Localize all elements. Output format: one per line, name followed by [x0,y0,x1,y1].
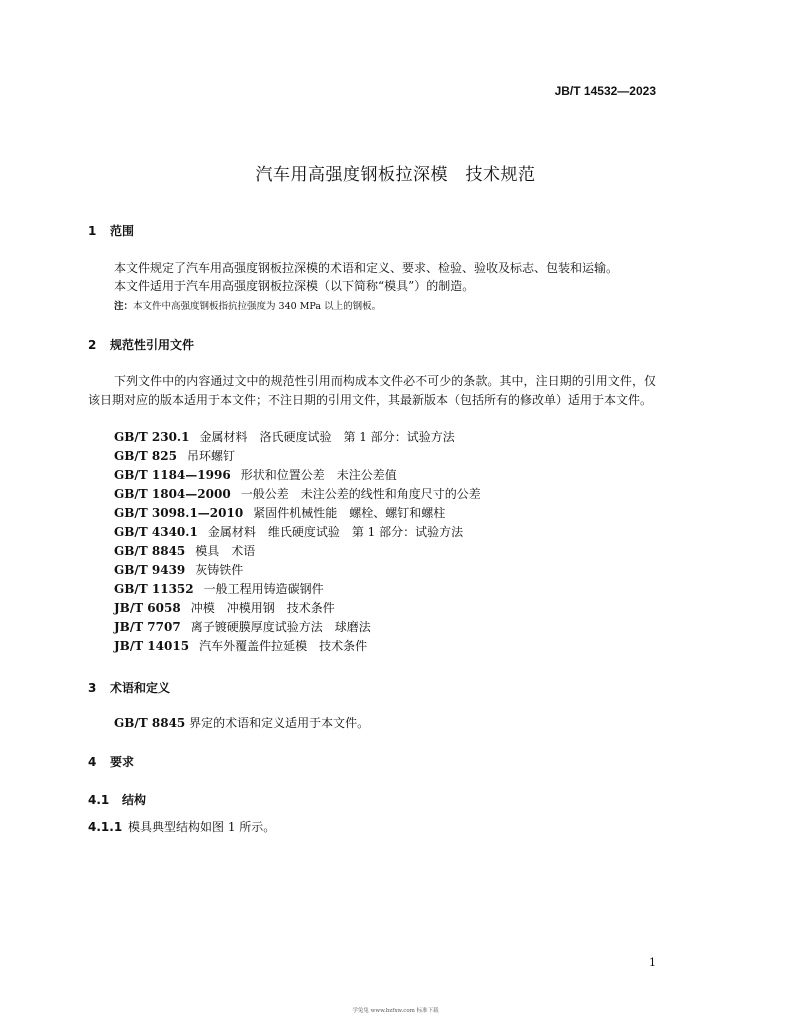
reference-item [114,447,235,464]
section-title: 规范性引用文件 [110,338,195,352]
document-title: 汽车用高强度钢板拉深模 技术规范 [255,165,536,185]
reference-item [114,618,371,635]
section-3-heading [88,679,170,696]
note-text: 本文件中高强度钢板指抗拉强度为 340 MPa 以上的钢板。 [133,301,382,312]
reference-title: 形状和位置公差 未注公差值 [240,468,397,482]
reference-title: 冲模 冲模用钢 技术条件 [190,601,335,615]
terms-paragraph [114,714,369,733]
reference-item [114,523,463,540]
reference-code: GB/T 1184—1996 [114,468,231,482]
section-title: 术语和定义 [110,681,171,695]
terms-text: 界定的术语和定义适用于本文件。 [185,716,370,730]
section-2-heading [88,336,194,353]
reference-code: GB/T 8845 [114,544,186,558]
reference-title: 汽车外覆盖件拉延模 技术条件 [199,639,368,653]
reference-item [114,542,255,559]
reference-title: 紧固件机械性能 螺栓、螺钉和螺柱 [253,506,446,520]
reference-code: GB/T 825 [114,449,177,463]
reference-title: 灰铸铁件 [195,563,244,577]
note-label: 注： [114,301,134,312]
reference-code: JB/T 7707 [114,620,181,634]
scope-note [114,298,381,312]
reference-item [114,637,367,654]
reference-code: GB/T 3098.1—2010 [114,506,244,520]
reference-item [114,428,455,445]
section-number: 3 [88,681,97,695]
terms-reference-code: GB/T 8845 [114,716,186,730]
reference-title: 金属材料 维氏硬度试验 第 1 部分：试验方法 [207,525,464,539]
reference-item [114,580,324,597]
reference-item [114,504,445,521]
reference-item [114,561,243,578]
section-title: 要求 [110,755,135,769]
reference-item [114,599,335,616]
reference-code: JB/T 6058 [114,601,181,615]
scope-paragraph-1: 本文件规定了汽车用高强度钢板拉深模的术语和定义、要求、检验、验收及标志、包装和运输。 [114,261,619,275]
section-number: 1 [88,224,97,238]
reference-item [114,466,397,483]
reference-title: 一般工程用铸造碳钢件 [203,582,324,596]
clause-text: 模具典型结构如图 1 所示。 [128,820,276,834]
section-number: 2 [88,338,97,352]
reference-title: 离子镀硬膜厚度试验方法 球磨法 [190,620,371,634]
reference-code: GB/T 4340.1 [114,525,198,539]
reference-code: GB/T 230.1 [114,430,190,444]
footer-watermark: 学兔兔 www.bzfxw.com 标准下载 [352,1008,439,1014]
normative-references-intro: 下列文件中的内容通过文中的规范性引用而构成本文件必不可少的条款。其中，注日期的引用文件，仅该日期对应的版本适用于本文件；不注日期的引用文件，其最新版本（包括所有的修改单）适用于本文件。 [88,374,656,407]
reference-title: 金属材料 洛氏硬度试验 第 1 部分：试验方法 [199,430,455,444]
subsection-4-1-heading [88,791,146,808]
section-number: 4 [88,755,97,769]
clause-4-1-1 [88,818,275,837]
page-number: 1 [649,956,656,969]
reference-item [114,485,481,502]
reference-code: GB/T 11352 [114,582,194,596]
subsection-title: 结构 [122,793,147,807]
reference-code: GB/T 9439 [114,563,186,577]
reference-title: 一般公差 未注公差的线性和角度尺寸的公差 [240,487,481,501]
reference-code: JB/T 14015 [114,639,190,653]
reference-title: 模具 术语 [195,544,256,558]
scope-paragraph-2: 本文件适用于汽车用高强度钢板拉深模（以下简称“模具”）的制造。 [114,279,475,293]
section-4-heading [88,753,134,770]
subsection-number: 4.1 [88,793,110,807]
reference-code: GB/T 1804—2000 [114,487,231,501]
section-title: 范围 [110,224,135,238]
document-number: JB/T 14532—2023 [554,84,656,98]
section-1-heading [88,222,134,239]
reference-title: 吊环螺钉 [186,449,235,463]
clause-number: 4.1.1 [88,820,123,834]
